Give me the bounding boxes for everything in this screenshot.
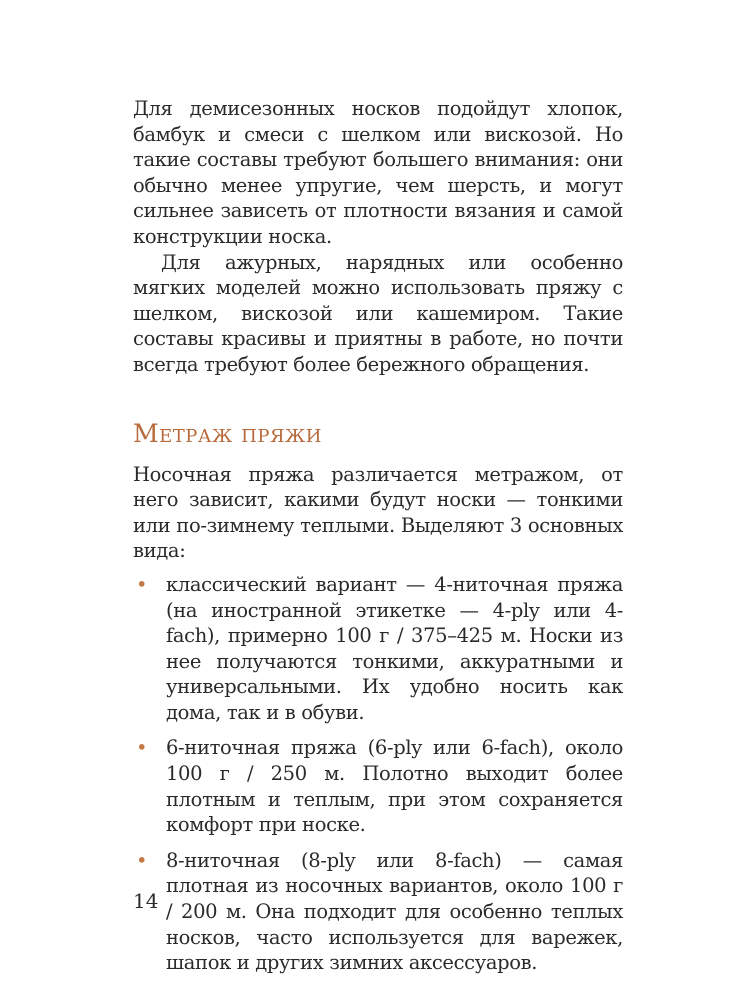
list-item-text: 8-ниточная (8-ply или 8-fach) — самая плотная из носочных вариантов, около 100 г / 200 м. Она подходит для особенно теплых носков, часто используется для варежек, шапок и других зимних аксессуаров. bbox=[166, 848, 623, 975]
bullet-dot-icon: • bbox=[136, 848, 148, 872]
yarn-types-list bbox=[133, 572, 623, 976]
list-item bbox=[133, 572, 623, 726]
paragraph-fibers-demiseason: Для демисезонных носков подойдут хлопок, бамбук и смеси с шелком или вискозой. Но такие составы требуют большего внимания: они обычно менее упругие, чем шерсть, и могут сильнее зависеть от плотности вязания и самой конструкции носка. bbox=[133, 97, 623, 248]
list-item bbox=[133, 735, 623, 837]
paragraph-fibers-openwork: Для ажурных, нарядных или особенно мягких моделей можно использовать пряжу с шелком, вискозой или кашемиром. Такие составы красивы и приятны в работе, но почти всегда требуют более бережного обращения. bbox=[133, 250, 623, 376]
list-item-text: классический вариант — 4-ниточная пряжа (на иностранной этикетке — 4-ply или 4-fach), примерно 100 г / 375–425 м. Носки из нее получаются тонкими, аккуратными и универсальными. Их удобно носить как дома, так и в обуви. bbox=[166, 572, 623, 724]
section-intro: Носочная пряжа различается метражом, от него зависит, какими будут носки — тонкими или по-зимнему теплыми. Выделяют 3 основных вида: bbox=[133, 462, 623, 563]
page-content bbox=[133, 96, 623, 986]
list-item bbox=[133, 848, 623, 976]
list-item-text: 6-ниточная пряжа (6-ply или 6-fach), около 100 г / 250 м. Полотно выходит более плотным и теплым, при этом сохраняется комфорт при носке. bbox=[166, 736, 623, 837]
bullet-dot-icon: • bbox=[136, 736, 148, 760]
page-number: 14 bbox=[133, 889, 159, 913]
section-heading: Метраж пряжи bbox=[133, 418, 322, 448]
bullet-dot-icon: • bbox=[136, 572, 148, 596]
